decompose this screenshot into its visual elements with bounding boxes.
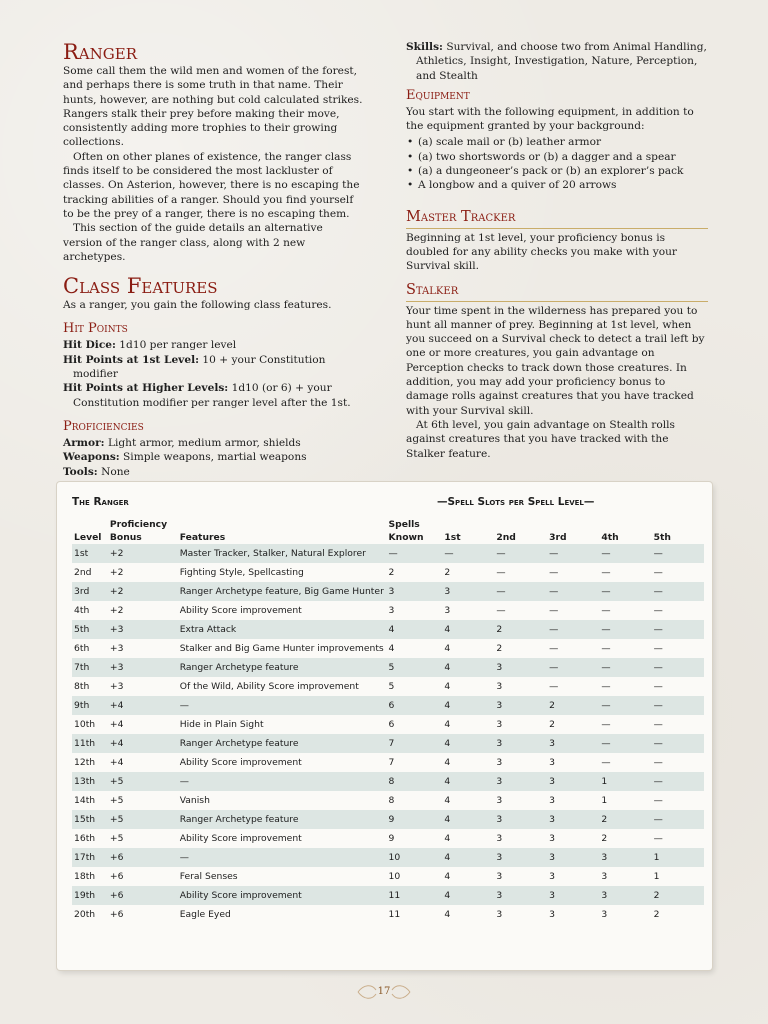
cell-slot-3rd: 3 [547, 734, 599, 753]
cell-slot-5th: — [653, 795, 663, 806]
cell-features: Ability Score improvement [179, 833, 302, 844]
cell-features: Ranger Archetype feature, Big Game Hunter [178, 582, 387, 601]
cell-slot-3rd: 3 [547, 886, 599, 905]
cell-slot-5th: — [653, 833, 663, 844]
cell-proficiency: +6 [109, 871, 124, 882]
cell-slot-5th: — [653, 681, 663, 692]
cell-features: Extra Attack [178, 620, 387, 639]
table-row [72, 829, 704, 848]
cell-slot-1st: 4 [444, 643, 451, 654]
cell-level: 10th [74, 719, 96, 730]
cell-proficiency: +6 [108, 886, 178, 905]
cell-slot-5th: — [652, 772, 704, 791]
cell-slot-4th: — [599, 620, 651, 639]
cell-level: 3rd [72, 582, 108, 601]
cell-slot-2nd: 3 [496, 833, 503, 844]
cell-proficiency: +2 [108, 582, 178, 601]
cell-features: Ranger Archetype feature [178, 810, 387, 829]
table-row [72, 886, 704, 905]
cell-slot-1st: 4 [444, 681, 451, 692]
table-title: The Ranger [72, 496, 129, 508]
weapons-line: Weapons: Simple weapons, martial weapons [63, 451, 307, 464]
cell-slot-3rd: 3 [547, 810, 599, 829]
ranger-intro-paragraph: Some call them the wild men and women of the forest, and perhaps there is some truth in that name. Their hunts, however, are nothing but cold calculated strikes. Rangers stalk their prey before making their move, consistently adding more trophies to their growing collections. [63, 65, 363, 149]
cell-level: 8th [74, 681, 90, 692]
master-tracker-heading: Master Tracker [406, 207, 708, 229]
cell-spells-known: 8 [387, 772, 443, 791]
table-row [72, 639, 704, 658]
table-row [72, 791, 704, 810]
cell-slot-1st: 4 [442, 696, 494, 715]
cell-slot-2nd: — [494, 544, 547, 563]
cell-proficiency: +4 [108, 734, 178, 753]
table-row [72, 734, 704, 753]
cell-spells-known: 11 [387, 886, 443, 905]
header-slot-5th: 5th [653, 532, 671, 543]
cell-spells-known: 10 [387, 848, 443, 867]
cell-proficiency: +3 [109, 643, 124, 654]
stalker-heading: Stalker [406, 280, 708, 302]
cell-proficiency: +3 [108, 658, 178, 677]
cell-slot-5th: — [652, 810, 704, 829]
cell-slot-4th: 1 [601, 795, 608, 806]
header-level: Level [74, 532, 102, 543]
cell-proficiency: +3 [109, 681, 124, 692]
table-header-row-top [72, 518, 704, 531]
cell-level: 7th [72, 658, 108, 677]
cell-slot-4th: 1 [599, 772, 651, 791]
cell-level: 9th [72, 696, 108, 715]
table-row [72, 696, 704, 715]
cell-slot-5th: — [652, 582, 704, 601]
cell-slot-5th: — [652, 658, 704, 677]
cell-slot-3rd: — [549, 643, 559, 654]
cell-proficiency: +4 [109, 757, 124, 768]
cell-slot-2nd: 3 [496, 909, 503, 920]
cell-spells-known: 3 [388, 605, 395, 616]
cell-slot-2nd: 3 [496, 757, 503, 768]
skills-line: Skills: Survival, and choose two from Animal Handling, Athletics, Insight, Investigation, Nature, Perception, and Stealth [406, 41, 707, 82]
cell-proficiency: +2 [109, 605, 124, 616]
cell-slot-1st: 4 [444, 871, 451, 882]
cell-slot-5th: 2 [653, 909, 660, 920]
cell-spells-known: 9 [387, 810, 443, 829]
table-row [72, 658, 704, 677]
cell-spells-known: 11 [388, 909, 401, 920]
cell-slot-4th: — [601, 719, 611, 730]
cell-spells-known: 5 [387, 658, 443, 677]
cell-slot-2nd: 3 [496, 681, 503, 692]
cell-slot-3rd: 3 [549, 871, 555, 882]
cell-features: Eagle Eyed [179, 909, 231, 920]
cell-features: — [178, 696, 387, 715]
cell-level: 17th [72, 848, 108, 867]
cell-slot-2nd: 3 [494, 658, 547, 677]
cell-proficiency: +4 [109, 719, 124, 730]
cell-slot-2nd: — [496, 567, 506, 578]
cell-spells-known: 4 [388, 643, 395, 654]
cell-slot-1st: 4 [442, 810, 494, 829]
cell-features: — [178, 848, 387, 867]
header-proficiency-top: Proficiency [109, 519, 168, 530]
cell-slot-4th: 3 [599, 886, 651, 905]
proficiencies-heading: Proficiencies [63, 418, 144, 434]
cell-slot-5th: — [653, 567, 663, 578]
cell-slot-5th: — [653, 605, 663, 616]
cell-slot-3rd: 3 [547, 772, 599, 791]
cell-features: Ability Score improvement [178, 886, 387, 905]
table-row [72, 867, 704, 886]
cell-spells-known: 2 [388, 567, 395, 578]
cell-spells-known: 6 [388, 719, 395, 730]
cell-slot-1st: 4 [444, 909, 451, 920]
cell-slot-1st: 4 [442, 734, 494, 753]
cell-slot-2nd: — [496, 605, 506, 616]
table-row [72, 601, 704, 620]
class-features-heading: Class Features [63, 274, 218, 299]
cell-features: Ranger Archetype feature [178, 734, 387, 753]
cell-slot-2nd: 3 [494, 810, 547, 829]
cell-features: Ability Score improvement [179, 605, 302, 616]
stalker-paragraph: Your time spent in the wilderness has prepared you to hunt all manner of prey. Beginning at 1st level, when you succeed on a Survival check to detect a trail left by one or more creatures, you gain advantage on Perception checks to track down those creatures. In addition, you may add your proficiency bonus to damage rolls against creatures that you have tracked with your Survival skill. [406, 304, 705, 417]
cell-slot-4th: — [601, 567, 611, 578]
right-column [406, 40, 708, 461]
cell-slot-2nd: 3 [494, 886, 547, 905]
table-row [72, 715, 704, 734]
cell-features: Ability Score improvement [179, 757, 302, 768]
header-spells-top: Spells [388, 519, 420, 530]
cell-features: Vanish [179, 795, 210, 806]
table-row [72, 544, 704, 563]
table-row [72, 677, 704, 696]
ranger-asterion-paragraph: Often on other planes of existence, the ranger class finds itself to be considered the most lackluster of classes. On Asterion, however, there is no escaping the tracking abilities of a ranger. Should you find yourself to be the prey of a ranger, there is no escaping them. [63, 150, 360, 220]
equipment-item: • (a) scale mail or (b) leather armor [418, 135, 708, 149]
header-features: Features [179, 532, 226, 543]
table-row [72, 753, 704, 772]
ranger-guide-paragraph: This section of the guide details an alternative version of the ranger class, along with 2 new archetypes. [63, 222, 323, 263]
cell-proficiency: +2 [108, 544, 178, 563]
cell-level: 16th [74, 833, 96, 844]
cell-proficiency: +3 [108, 620, 178, 639]
table-body [72, 544, 704, 924]
cell-features: Fighting Style, Spellcasting [179, 567, 304, 578]
table-row [72, 620, 704, 639]
cell-features: Hide in Plain Sight [179, 719, 264, 730]
cell-level: 12th [74, 757, 96, 768]
cell-proficiency: +5 [109, 833, 124, 844]
cell-slot-4th: 2 [601, 833, 608, 844]
cell-slot-2nd: 3 [494, 848, 547, 867]
cell-slot-3rd: 3 [549, 909, 555, 920]
cell-features: Master Tracker, Stalker, Natural Explorer [178, 544, 387, 563]
cell-slot-4th: — [601, 681, 611, 692]
cell-slot-4th: — [601, 643, 611, 654]
hit-points-heading: Hit Points [63, 321, 128, 337]
cell-slot-4th: 2 [599, 810, 651, 829]
class-features-intro: As a ranger, you gain the following class features. [63, 299, 332, 312]
header-spells-bottom: Known [388, 532, 424, 543]
cell-slot-1st: 2 [444, 567, 451, 578]
cell-slot-3rd: 3 [549, 757, 555, 768]
cell-features: — [178, 772, 387, 791]
cell-spells-known: 5 [388, 681, 395, 692]
cell-slot-4th: — [599, 582, 651, 601]
cell-spells-known: 7 [387, 734, 443, 753]
header-proficiency-bottom: Bonus [109, 532, 142, 543]
cell-slot-1st: 4 [442, 620, 494, 639]
cell-slot-5th: 1 [653, 871, 660, 882]
cell-slot-1st: 3 [442, 582, 494, 601]
cell-proficiency: +2 [109, 567, 124, 578]
cell-slot-5th: 1 [652, 848, 704, 867]
cell-level: 4th [74, 605, 90, 616]
cell-spells-known: 9 [388, 833, 395, 844]
table-header-row [72, 531, 704, 544]
cell-proficiency: +6 [109, 909, 124, 920]
cell-slot-5th: 2 [652, 886, 704, 905]
table-row [72, 905, 704, 924]
cell-slot-3rd: 3 [549, 833, 555, 844]
cell-slot-3rd: — [547, 620, 599, 639]
cell-spells-known: 7 [388, 757, 395, 768]
hp-first-level-line: Hit Points at 1st Level: 10 + your Constitution modifier [63, 353, 326, 381]
cell-slot-2nd: 3 [496, 795, 503, 806]
ranger-table-card [57, 482, 712, 970]
cell-proficiency: +5 [108, 772, 178, 791]
cell-proficiency: +6 [108, 848, 178, 867]
header-slot-1st: 1st [444, 532, 461, 543]
equipment-item: • (a) a dungeoneer’s pack or (b) an explorer’s pack [418, 164, 708, 178]
equipment-heading: Equipment [406, 87, 470, 103]
cell-slot-3rd: — [547, 582, 599, 601]
page-number: 17 [377, 986, 391, 997]
cell-slot-3rd: 3 [549, 795, 555, 806]
cell-slot-5th: — [652, 734, 704, 753]
cell-slot-3rd: — [549, 681, 559, 692]
cell-slot-4th: — [599, 696, 651, 715]
cell-slot-4th: — [601, 605, 611, 616]
cell-features: Of the Wild, Ability Score improvement [179, 681, 359, 692]
cell-slot-2nd: 3 [494, 696, 547, 715]
table-row [72, 582, 704, 601]
cell-features: Stalker and Big Game Hunter improvements [179, 643, 384, 654]
cell-slot-4th: — [599, 734, 651, 753]
master-tracker-text: Beginning at 1st level, your proficiency bonus is doubled for any ability checks you make with your Survival skill. [406, 231, 677, 273]
cell-proficiency: +5 [108, 810, 178, 829]
cell-slot-1st: 4 [444, 757, 451, 768]
cell-slot-5th: — [652, 620, 704, 639]
cell-proficiency: +5 [109, 795, 124, 806]
cell-slot-1st: 4 [442, 772, 494, 791]
table-row [72, 563, 704, 582]
cell-slot-2nd: 3 [496, 871, 503, 882]
cell-slot-1st: 4 [442, 658, 494, 677]
equipment-intro: You start with the following equipment, in addition to the equipment granted by your background: [406, 105, 694, 133]
cell-features: Feral Senses [179, 871, 238, 882]
table-row [72, 772, 704, 791]
table-row [72, 848, 704, 867]
tools-line: Tools: None [63, 465, 130, 478]
cell-slot-1st: 4 [442, 848, 494, 867]
cell-slot-5th: — [653, 643, 663, 654]
cell-level: 2nd [74, 567, 92, 578]
cell-slot-5th: — [652, 544, 704, 563]
cell-proficiency: +4 [108, 696, 178, 715]
header-slot-2nd: 2nd [496, 532, 516, 543]
ranger-heading: Ranger [63, 40, 137, 64]
cell-slot-4th: — [599, 658, 651, 677]
left-column [63, 40, 363, 493]
ranger-progression-table [72, 518, 704, 924]
cell-slot-4th: — [601, 757, 611, 768]
cell-slot-3rd: — [547, 544, 599, 563]
cell-slot-4th: 3 [599, 848, 651, 867]
cell-slot-1st: 4 [444, 719, 451, 730]
equipment-list [406, 135, 708, 192]
cell-level: 6th [74, 643, 90, 654]
header-slot-3rd: 3rd [549, 532, 567, 543]
cell-slot-1st: 3 [444, 605, 451, 616]
cell-spells-known: 10 [388, 871, 401, 882]
armor-line: Armor: Light armor, medium armor, shields [63, 436, 301, 449]
cell-level: 18th [74, 871, 96, 882]
table-row [72, 810, 704, 829]
cell-slot-2nd: 3 [494, 734, 547, 753]
header-slot-4th: 4th [601, 532, 619, 543]
cell-slot-5th: — [652, 696, 704, 715]
equipment-item: • (a) two shortswords or (b) a dagger and a spear [418, 150, 708, 164]
cell-slot-3rd: 2 [549, 719, 555, 730]
cell-slot-1st: 4 [444, 795, 451, 806]
cell-slot-2nd: 2 [494, 620, 547, 639]
cell-spells-known: 6 [387, 696, 443, 715]
cell-level: 19th [72, 886, 108, 905]
cell-slot-2nd: 3 [494, 772, 547, 791]
cell-spells-known: — [387, 544, 443, 563]
cell-slot-4th: 3 [601, 909, 608, 920]
spell-slots-heading: —Spell Slots per Spell Level— [437, 496, 595, 508]
cell-slot-1st: 4 [442, 886, 494, 905]
cell-slot-2nd: 2 [496, 643, 503, 654]
cell-spells-known: 3 [387, 582, 443, 601]
cell-spells-known: 8 [388, 795, 395, 806]
cell-level: 13th [72, 772, 108, 791]
cell-slot-3rd: 3 [547, 848, 599, 867]
cell-level: 14th [74, 795, 96, 806]
cell-slot-4th: — [599, 544, 651, 563]
cell-spells-known: 4 [387, 620, 443, 639]
cell-level: 20th [74, 909, 96, 920]
equipment-item: • A longbow and a quiver of 20 arrows [418, 178, 708, 192]
cell-slot-2nd: — [494, 582, 547, 601]
cell-slot-3rd: — [549, 567, 559, 578]
hp-higher-levels-line: Hit Points at Higher Levels: 1d10 (or 6) + your Constitution modifier per ranger level after the 1st. [63, 382, 351, 409]
cell-slot-1st: 4 [444, 833, 451, 844]
cell-slot-5th: — [653, 757, 663, 768]
hit-dice-line: Hit Dice: 1d10 per ranger level [63, 339, 237, 352]
cell-level: 1st [72, 544, 108, 563]
page-footer [354, 980, 414, 1004]
cell-level: 5th [72, 620, 108, 639]
cell-slot-4th: 3 [601, 871, 608, 882]
cell-slot-1st: — [442, 544, 494, 563]
cell-slot-3rd: 2 [547, 696, 599, 715]
cell-features: Ranger Archetype feature [178, 658, 387, 677]
cell-slot-3rd: — [547, 658, 599, 677]
cell-level: 15th [72, 810, 108, 829]
cell-slot-3rd: — [549, 605, 559, 616]
stalker-sixth-level-paragraph: At 6th level, you gain advantage on Stealth rolls against creatures that you have tracked with the Stalker feature. [406, 418, 675, 460]
cell-slot-2nd: 3 [496, 719, 503, 730]
cell-slot-5th: — [653, 719, 663, 730]
cell-level: 11th [72, 734, 108, 753]
